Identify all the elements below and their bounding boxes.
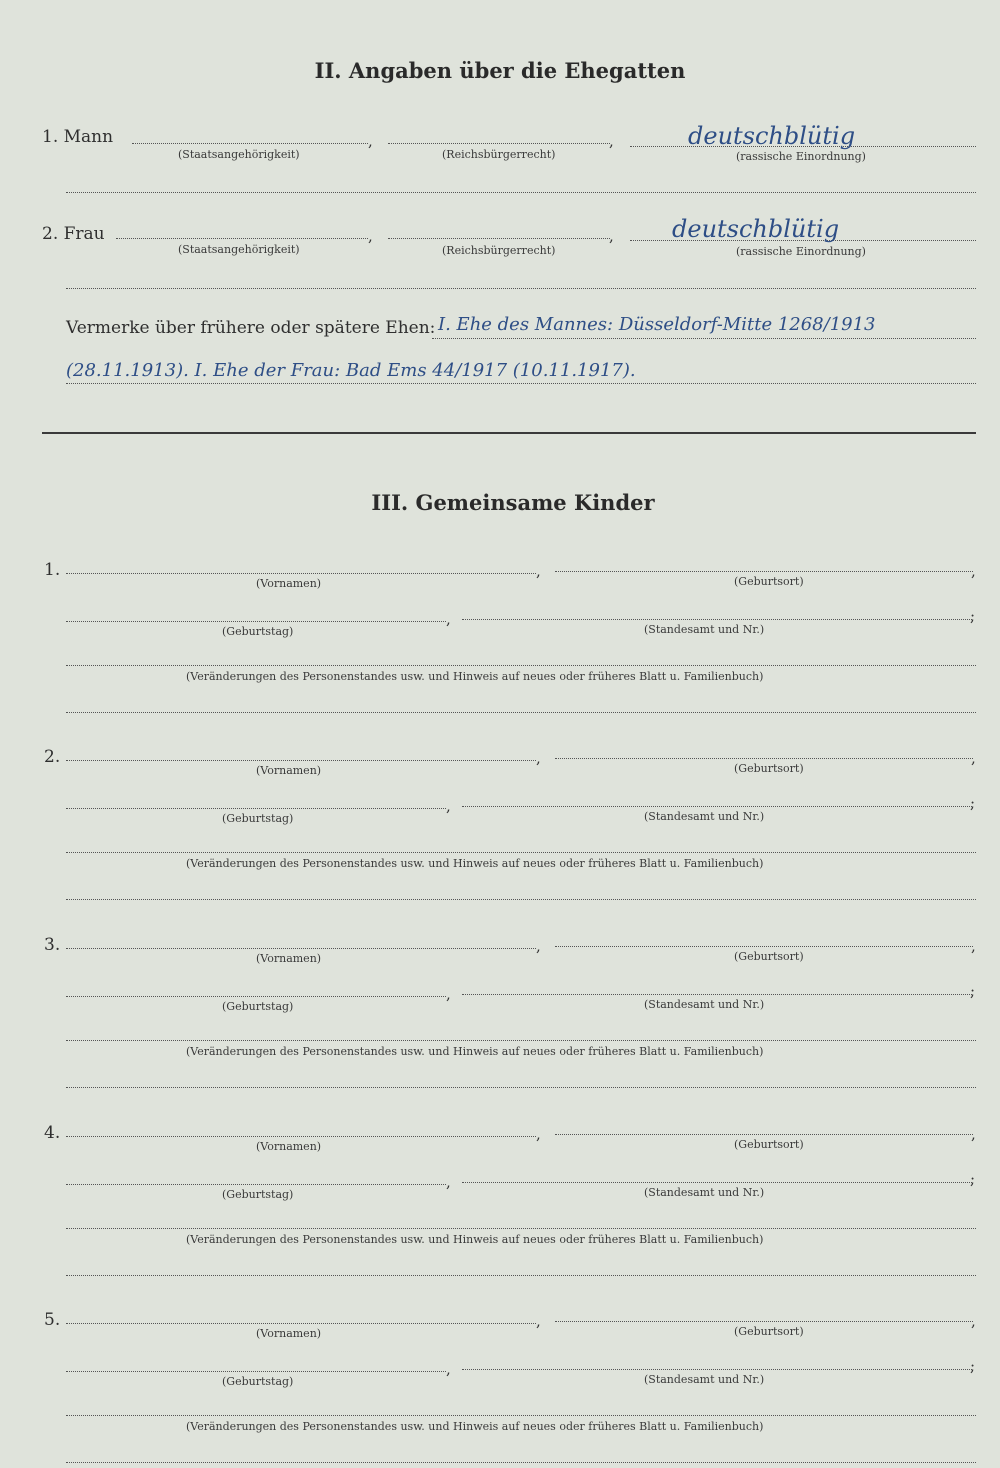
comma: ,	[609, 132, 614, 150]
child-registry-caption: (Standesamt und Nr.)	[644, 810, 765, 823]
child-extra-line[interactable]	[66, 1462, 976, 1463]
comma: ,	[971, 1125, 976, 1143]
child-birthplace-caption: (Geburtsort)	[734, 1138, 804, 1151]
child-birthday-caption: (Geburtstag)	[222, 1375, 294, 1388]
child-birthday-line[interactable]	[66, 1184, 446, 1185]
comma: ,	[368, 227, 373, 245]
remarks-text-2: (28.11.1913). I. Ehe der Frau: Bad Ems 44/1917 (10.11.1917).	[66, 360, 636, 381]
man-racial-value: deutschblütig	[688, 122, 856, 150]
remarks-text-1: I. Ehe des Mannes: Düsseldorf-Mitte 1268/1913	[438, 314, 876, 335]
man-citizenship-line[interactable]	[132, 143, 368, 144]
comma: ,	[971, 562, 976, 580]
woman-label: 2. Frau	[42, 224, 105, 244]
woman-reich-caption: (Reichsbürgerrecht)	[442, 244, 556, 257]
child-names-line[interactable]	[66, 1323, 536, 1324]
child-names-line[interactable]	[66, 948, 536, 949]
child-birthplace-caption: (Geburtsort)	[734, 575, 804, 588]
child-changes-line[interactable]	[66, 1415, 976, 1416]
woman-citizenship-line[interactable]	[116, 238, 368, 239]
semicolon: ;	[970, 1357, 976, 1375]
child-names-caption: (Vornamen)	[256, 764, 322, 777]
child-birthplace-caption: (Geburtsort)	[734, 950, 804, 963]
comma: ,	[446, 1360, 451, 1378]
semicolon: ;	[970, 607, 976, 625]
man-reich-line[interactable]	[388, 143, 610, 144]
child-birthday-line[interactable]	[66, 996, 446, 997]
woman-racial-caption: (rassische Einordnung)	[736, 245, 866, 258]
semicolon: ;	[970, 1170, 976, 1188]
child-names-line[interactable]	[66, 1136, 536, 1137]
child-changes-line[interactable]	[66, 665, 976, 666]
comma: ,	[971, 937, 976, 955]
comma: ,	[536, 1125, 541, 1143]
child-changes-caption: (Veränderungen des Personenstandes usw. und Hinweis auf neues oder früheres Blatt u. Familienbuch)	[186, 1233, 764, 1246]
child-changes-line[interactable]	[66, 1040, 976, 1041]
remarks-line-2[interactable]	[66, 383, 976, 384]
comma: ,	[536, 749, 541, 767]
child-names-line[interactable]	[66, 573, 536, 574]
child-registry-caption: (Standesamt und Nr.)	[644, 1186, 765, 1199]
child-number: 3.	[44, 935, 61, 955]
comma: ,	[536, 562, 541, 580]
child-names-caption: (Vornamen)	[256, 952, 322, 965]
child-registry-line[interactable]	[462, 1369, 972, 1370]
child-extra-line[interactable]	[66, 712, 976, 713]
child-birthday-caption: (Geburtstag)	[222, 812, 294, 825]
child-registry-line[interactable]	[462, 994, 972, 995]
child-names-caption: (Vornamen)	[256, 1327, 322, 1340]
man-racial-caption: (rassische Einordnung)	[736, 150, 866, 163]
child-birthday-line[interactable]	[66, 808, 446, 809]
man-extra-line[interactable]	[66, 192, 976, 193]
child-birthplace-caption: (Geburtsort)	[734, 762, 804, 775]
man-label: 1. Mann	[42, 127, 114, 147]
child-names-caption: (Vornamen)	[256, 1140, 322, 1153]
child-number: 4.	[44, 1123, 61, 1143]
child-changes-caption: (Veränderungen des Personenstandes usw. und Hinweis auf neues oder früheres Blatt u. Familienbuch)	[186, 857, 764, 870]
remarks-line-1[interactable]	[432, 338, 976, 339]
woman-racial-value: deutschblütig	[672, 215, 840, 243]
section-divider	[42, 432, 976, 434]
comma: ,	[446, 797, 451, 815]
woman-citizenship-caption: (Staatsangehörigkeit)	[178, 243, 300, 256]
child-extra-line[interactable]	[66, 1275, 976, 1276]
child-birthplace-line[interactable]	[555, 571, 973, 572]
child-birthplace-line[interactable]	[555, 1134, 973, 1135]
comma: ,	[446, 1173, 451, 1191]
child-registry-line[interactable]	[462, 1182, 972, 1183]
child-birthday-caption: (Geburtstag)	[222, 1000, 294, 1013]
child-registry-line[interactable]	[462, 619, 972, 620]
child-birthplace-line[interactable]	[555, 946, 973, 947]
child-number: 2.	[44, 747, 61, 767]
child-extra-line[interactable]	[66, 1087, 976, 1088]
child-birthday-caption: (Geburtstag)	[222, 1188, 294, 1201]
child-extra-line[interactable]	[66, 899, 976, 900]
comma: ,	[536, 937, 541, 955]
woman-reich-line[interactable]	[388, 238, 610, 239]
child-birthday-line[interactable]	[66, 621, 446, 622]
child-names-line[interactable]	[66, 760, 536, 761]
child-changes-caption: (Veränderungen des Personenstandes usw. und Hinweis auf neues oder früheres Blatt u. Familienbuch)	[186, 1045, 764, 1058]
child-changes-caption: (Veränderungen des Personenstandes usw. und Hinweis auf neues oder früheres Blatt u. Familienbuch)	[186, 670, 764, 683]
woman-extra-line[interactable]	[66, 288, 976, 289]
child-registry-line[interactable]	[462, 806, 972, 807]
child-changes-line[interactable]	[66, 1228, 976, 1229]
comma: ,	[609, 227, 614, 245]
child-changes-caption: (Veränderungen des Personenstandes usw. und Hinweis auf neues oder früheres Blatt u. Familienbuch)	[186, 1420, 764, 1433]
comma: ,	[971, 749, 976, 767]
remarks-label: Vermerke über frühere oder spätere Ehen:	[66, 318, 436, 338]
semicolon: ;	[970, 982, 976, 1000]
section-ii-title: II. Angaben über die Ehegatten	[314, 58, 686, 83]
child-number: 5.	[44, 1310, 61, 1330]
child-number: 1.	[44, 560, 61, 580]
child-birthplace-line[interactable]	[555, 758, 973, 759]
child-birthplace-line[interactable]	[555, 1321, 973, 1322]
child-birthplace-caption: (Geburtsort)	[734, 1325, 804, 1338]
man-citizenship-caption: (Staatsangehörigkeit)	[178, 148, 300, 161]
man-reich-caption: (Reichsbürgerrecht)	[442, 148, 556, 161]
section-iii-title: III. Gemeinsame Kinder	[371, 490, 655, 515]
child-birthday-caption: (Geburtstag)	[222, 625, 294, 638]
child-changes-line[interactable]	[66, 852, 976, 853]
child-names-caption: (Vornamen)	[256, 577, 322, 590]
comma: ,	[446, 985, 451, 1003]
child-birthday-line[interactable]	[66, 1371, 446, 1372]
child-registry-caption: (Standesamt und Nr.)	[644, 998, 765, 1011]
comma: ,	[368, 132, 373, 150]
comma: ,	[971, 1312, 976, 1330]
comma: ,	[536, 1312, 541, 1330]
comma: ,	[446, 610, 451, 628]
child-registry-caption: (Standesamt und Nr.)	[644, 1373, 765, 1386]
child-registry-caption: (Standesamt und Nr.)	[644, 623, 765, 636]
semicolon: ;	[970, 794, 976, 812]
